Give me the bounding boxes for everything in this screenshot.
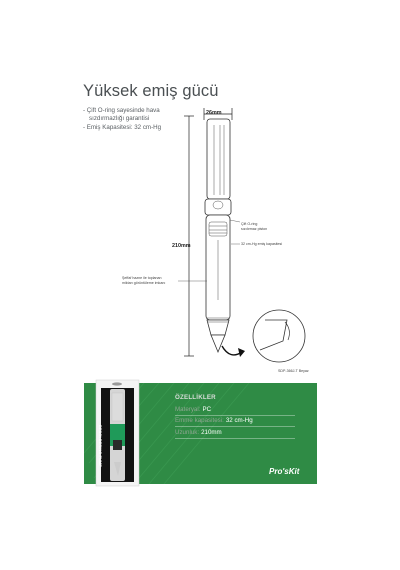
spec-row-length: Uzunluk: 210mm: [175, 427, 295, 439]
page-title: Yüksek emiş gücü: [83, 82, 219, 100]
specs-heading: ÖZELLİKLER: [175, 394, 216, 401]
model-code: SDP-366J-T Beyaz: [278, 369, 309, 373]
spec-row-material: Materyal: PC: [175, 404, 295, 416]
width-dimension: 26mm: [206, 110, 222, 116]
feature-oring: - Çift O-ring sayesinde hava sızdırmazlığı garantisi: [83, 107, 160, 123]
callout-oring: Çift O-ring sızdırmaz piston: [241, 222, 268, 231]
callout-body: Şeffaf hazne ile toplanan miktarı görüntüleme imkanı: [122, 276, 166, 285]
feature-suction: - Emiş Kapasitesi: 32 cm-Hg: [83, 123, 162, 131]
specs-list: [175, 394, 295, 439]
callout-suction: 32 cm-Hg emiş kapasitesi: [241, 242, 283, 246]
spec-row-suction: Emme kapasitesi: 32 cm-Hg: [175, 416, 295, 428]
brand-logo: Pro'sKit: [269, 467, 300, 476]
length-dimension: 210mm: [172, 243, 191, 249]
